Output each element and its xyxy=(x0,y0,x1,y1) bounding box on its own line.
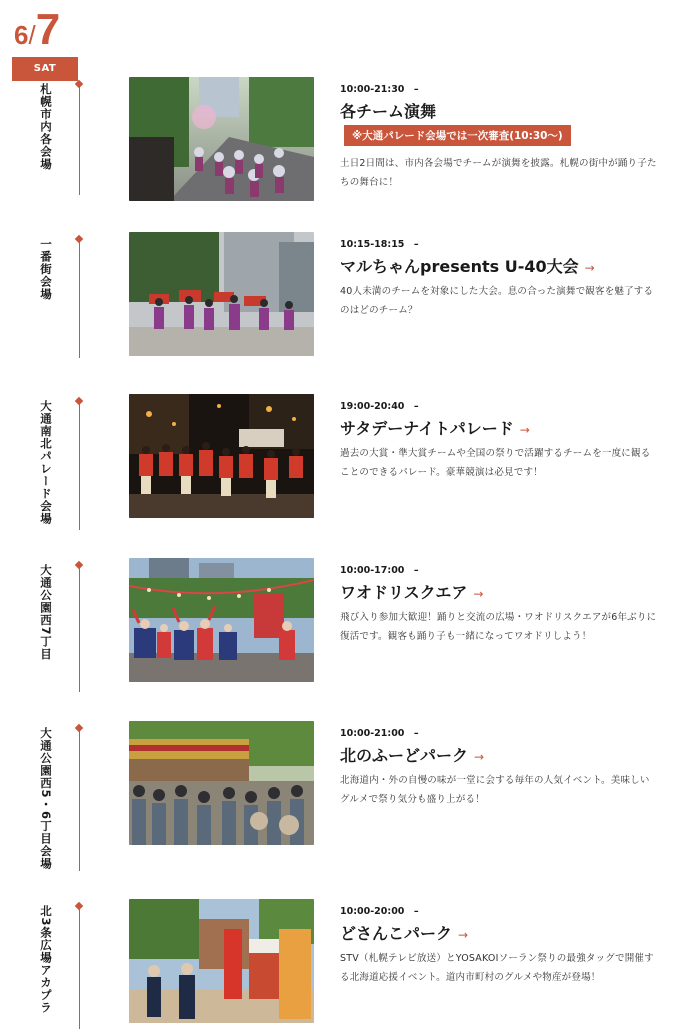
event-description: STV（札幌テレビ放送）とYOSAKOIソーラン祭りの最強タッグで開催する北海道応援イベント。道内市町村のグルメや物産が登場！ xyxy=(340,953,654,983)
event-title-text: ワオドリスクエア xyxy=(340,583,468,602)
event-title[interactable] xyxy=(340,921,468,944)
event-title[interactable] xyxy=(340,743,484,766)
event-time: 10:00-21:00 – xyxy=(340,728,419,739)
event-time: 10:00-17:00 – xyxy=(340,565,419,576)
event-title[interactable] xyxy=(340,254,595,277)
weekday-badge: SAT xyxy=(12,57,78,81)
event-description: 土日2日間は、市内各会場でチームが演舞を披露。札幌の街中が踊り子たちの舞台に！ xyxy=(340,158,657,188)
schedule-row xyxy=(0,721,700,871)
event-title[interactable] xyxy=(340,580,483,603)
schedule-row xyxy=(0,77,700,227)
schedule-row xyxy=(0,394,700,544)
event-title[interactable] xyxy=(340,99,436,122)
schedule-row xyxy=(0,558,700,708)
date-month: 6 xyxy=(14,20,29,50)
timeline-line xyxy=(79,909,80,1029)
event-photo[interactable] xyxy=(129,721,314,845)
event-photo[interactable] xyxy=(129,232,314,356)
date-day: 7 xyxy=(35,5,61,54)
arrow-right-icon: → xyxy=(519,423,530,437)
event-title-text: サタデーナイトパレード xyxy=(340,419,514,438)
event-time: 19:00-20:40 – xyxy=(340,401,419,412)
event-photo[interactable] xyxy=(129,558,314,682)
arrow-right-icon: → xyxy=(473,587,484,601)
timeline-line xyxy=(79,731,80,871)
schedule-row xyxy=(0,899,700,1024)
event-description: 40人未満のチームを対象にした大会。息の合った演舞で観客を魅了するのはどのチーム？ xyxy=(340,286,654,316)
arrow-right-icon: → xyxy=(584,261,595,275)
event-time: 10:00-20:00 – xyxy=(340,906,419,917)
event-description: 過去の大賞・準大賞チームや全国の祭りで活躍するチームを一度に観ることのできるパレード。豪華競演は必見です！ xyxy=(340,448,651,478)
event-photo[interactable] xyxy=(129,394,314,518)
event-title-text: 各チーム演舞 xyxy=(340,102,437,121)
timeline-line xyxy=(79,87,80,195)
venue-label: 札幌市内各会場 xyxy=(39,83,53,171)
event-title[interactable] xyxy=(340,416,530,439)
venue-label: 北3条広場アカプラ xyxy=(39,905,53,1015)
event-time: 10:00-21:30 – xyxy=(340,84,419,95)
arrow-right-icon: → xyxy=(474,750,485,764)
timeline-line xyxy=(79,404,80,530)
event-description: 飛び入り参加大歓迎！踊りと交流の広場・ワオドリスクエアが6年ぶりに復活です。観客も踊り子も一緒になってワオドリしよう！ xyxy=(340,612,657,642)
venue-label: 大通公園西5・6丁目会場 xyxy=(39,727,53,871)
venue-label: 大通公園西7丁目 xyxy=(39,564,53,661)
timeline-line xyxy=(79,242,80,358)
event-title-text: 北のふーどパーク xyxy=(340,746,469,765)
event-photo[interactable] xyxy=(129,899,314,1023)
event-title-text: どさんこパーク xyxy=(340,924,453,943)
arrow-right-icon: → xyxy=(458,928,469,942)
event-title-text: マルちゃんpresents U-40大会 xyxy=(340,257,579,276)
date-display: 6/7 xyxy=(14,5,61,54)
event-description: 北海道内・外の自慢の味が一堂に会する毎年の人気イベント。美味しいグルメで祭り気分も盛り上がる！ xyxy=(340,775,650,805)
timeline-line xyxy=(79,568,80,692)
venue-label: 大通南北パレード会場 xyxy=(39,400,53,525)
date-header xyxy=(14,5,80,54)
schedule-row xyxy=(0,232,700,382)
event-photo[interactable] xyxy=(129,77,314,201)
venue-label: 一番街会場 xyxy=(39,238,53,301)
notice-badge: ※大通パレード会場では一次審査(10:30〜) xyxy=(344,125,571,146)
event-time: 10:15-18:15 – xyxy=(340,239,419,250)
